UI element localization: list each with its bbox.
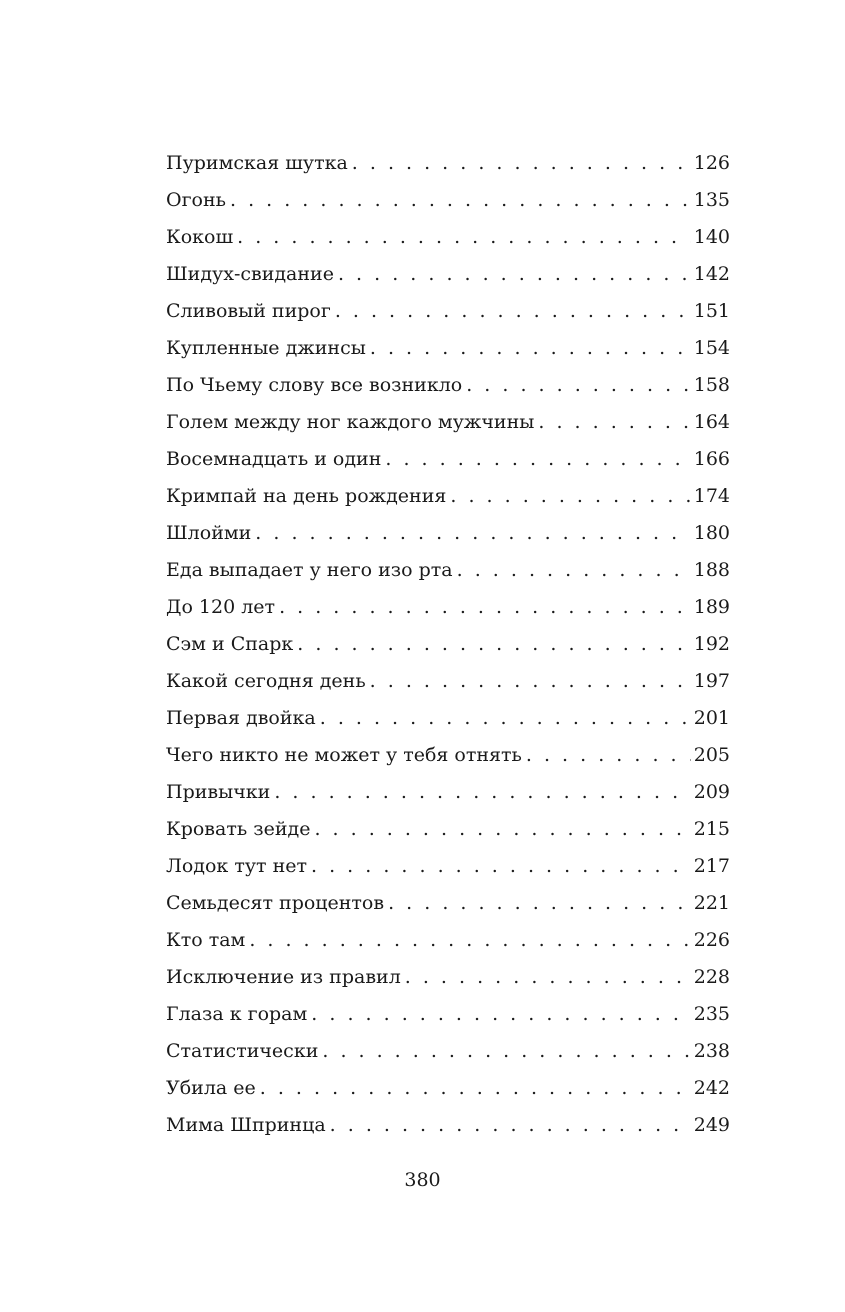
- dot-leader: [320, 700, 691, 737]
- toc-entry-title: Кримпай на день рождения: [166, 485, 447, 507]
- toc-entry: [166, 404, 730, 441]
- toc-entry-page: 242: [693, 1077, 730, 1099]
- dot-leader: [338, 256, 691, 293]
- toc-entry: [166, 478, 730, 515]
- toc-entry-title: Мима Шпринца: [166, 1114, 326, 1136]
- dot-leader: [311, 996, 690, 1033]
- dot-leader: [457, 552, 691, 589]
- toc-entry-title: Сэм и Спарк: [166, 633, 294, 655]
- toc-entry-page: 235: [693, 1003, 730, 1025]
- toc-entry-title: Статистически: [166, 1040, 319, 1062]
- toc-entry-page: 205: [693, 744, 730, 766]
- toc-entry: [166, 219, 730, 256]
- toc-entry: [166, 293, 730, 330]
- dot-leader: [526, 737, 691, 774]
- toc-entry-title: Чего никто не может у тебя отнять: [166, 744, 522, 766]
- toc-entry-page: 215: [693, 818, 730, 840]
- toc-entry: [166, 996, 730, 1033]
- toc-entry: [166, 922, 730, 959]
- dot-leader: [237, 219, 691, 256]
- toc-entry-page: 158: [693, 374, 730, 396]
- toc-entry-page: 201: [693, 707, 730, 729]
- toc-entry-title: Глаза к горам: [166, 1003, 308, 1025]
- toc-entry: [166, 737, 730, 774]
- toc-entry-title: Лодок тут нет: [166, 855, 308, 877]
- toc-entry-page: 217: [693, 855, 730, 877]
- toc-entry: [166, 515, 730, 552]
- dot-leader: [297, 626, 690, 663]
- toc-entry: [166, 811, 730, 848]
- dot-leader: [314, 811, 690, 848]
- toc-entry-page: 188: [693, 559, 730, 581]
- toc-entry-title: Привычки: [166, 781, 271, 803]
- dot-leader: [274, 774, 690, 811]
- dot-leader: [230, 182, 691, 219]
- toc-entry-title: Кто там: [166, 929, 246, 951]
- dot-leader: [450, 478, 690, 515]
- toc-entry: [166, 1070, 730, 1107]
- toc-entry-page: 174: [693, 485, 730, 507]
- toc-entry-title: До 120 лет: [166, 596, 276, 618]
- toc-entry-title: Какой сегодня день: [166, 670, 366, 692]
- dot-leader: [388, 885, 691, 922]
- dot-leader: [311, 848, 691, 885]
- toc-entry-title: Убила ее: [166, 1077, 256, 1099]
- toc-entry-page: 226: [693, 929, 730, 951]
- table-of-contents: [166, 145, 730, 1144]
- dot-leader: [255, 515, 690, 552]
- toc-entry-page: 180: [693, 522, 730, 544]
- toc-entry: [166, 552, 730, 589]
- toc-entry: [166, 330, 730, 367]
- toc-entry-page: 197: [693, 670, 730, 692]
- toc-entry: [166, 1033, 730, 1070]
- toc-entry-page: 164: [693, 411, 730, 433]
- toc-entry: [166, 848, 730, 885]
- dot-leader: [370, 330, 691, 367]
- toc-entry-title: Кокош: [166, 226, 234, 248]
- toc-entry-title: Пуримская шутка: [166, 152, 348, 174]
- toc-entry: [166, 700, 730, 737]
- dot-leader: [405, 959, 691, 996]
- toc-entry-page: 166: [693, 448, 730, 470]
- dot-leader: [249, 922, 690, 959]
- toc-entry-title: Шлойми: [166, 522, 252, 544]
- dot-leader: [370, 663, 691, 700]
- toc-entry-title: Купленные джинсы: [166, 337, 366, 359]
- toc-entry-title: Шидух-свидание: [166, 263, 334, 285]
- toc-entry-page: 221: [693, 892, 730, 914]
- toc-entry-title: Еда выпадает у него изо рта: [166, 559, 453, 581]
- toc-entry-title: Сливовый пирог: [166, 300, 331, 322]
- dot-leader: [352, 145, 691, 182]
- toc-entry-page: 140: [693, 226, 730, 248]
- toc-entry-page: 189: [693, 596, 730, 618]
- toc-entry-page: 151: [693, 300, 730, 322]
- toc-entry: [166, 441, 730, 478]
- toc-entry-page: 249: [693, 1114, 730, 1136]
- toc-entry-page: 209: [693, 781, 730, 803]
- dot-leader: [385, 441, 690, 478]
- toc-entry-title: По Чьему слову все возникло: [166, 374, 463, 396]
- toc-entry-title: Кровать зейде: [166, 818, 311, 840]
- toc-entry: [166, 1107, 730, 1144]
- toc-entry-page: 126: [693, 152, 730, 174]
- toc-entry: [166, 663, 730, 700]
- toc-entry-title: Исключение из правил: [166, 966, 401, 988]
- toc-entry-title: Голем между ног каждого мужчины: [166, 411, 535, 433]
- toc-entry-page: 238: [693, 1040, 730, 1062]
- toc-entry-page: 154: [693, 337, 730, 359]
- toc-entry: [166, 626, 730, 663]
- toc-entry: [166, 885, 730, 922]
- toc-entry-page: 192: [693, 633, 730, 655]
- dot-leader: [466, 367, 691, 404]
- toc-entry: [166, 959, 730, 996]
- toc-entry-title: Семьдесят процентов: [166, 892, 385, 914]
- dot-leader: [260, 1070, 691, 1107]
- dot-leader: [322, 1033, 690, 1070]
- toc-entry-title: Первая двойка: [166, 707, 316, 729]
- toc-entry-title: Огонь: [166, 189, 226, 211]
- dot-leader: [538, 404, 690, 441]
- toc-entry-page: 142: [693, 263, 730, 285]
- page-number: 380: [404, 1169, 441, 1191]
- toc-entry: [166, 145, 730, 182]
- toc-entry-page: 135: [693, 189, 730, 211]
- toc-entry: [166, 774, 730, 811]
- toc-entry-title: Восемнадцать и один: [166, 448, 382, 470]
- dot-leader: [279, 589, 691, 626]
- toc-entry: [166, 182, 730, 219]
- toc-entry: [166, 256, 730, 293]
- toc-entry: [166, 589, 730, 626]
- dot-leader: [335, 293, 691, 330]
- dot-leader: [330, 1107, 691, 1144]
- toc-entry-page: 228: [693, 966, 730, 988]
- toc-entry: [166, 367, 730, 404]
